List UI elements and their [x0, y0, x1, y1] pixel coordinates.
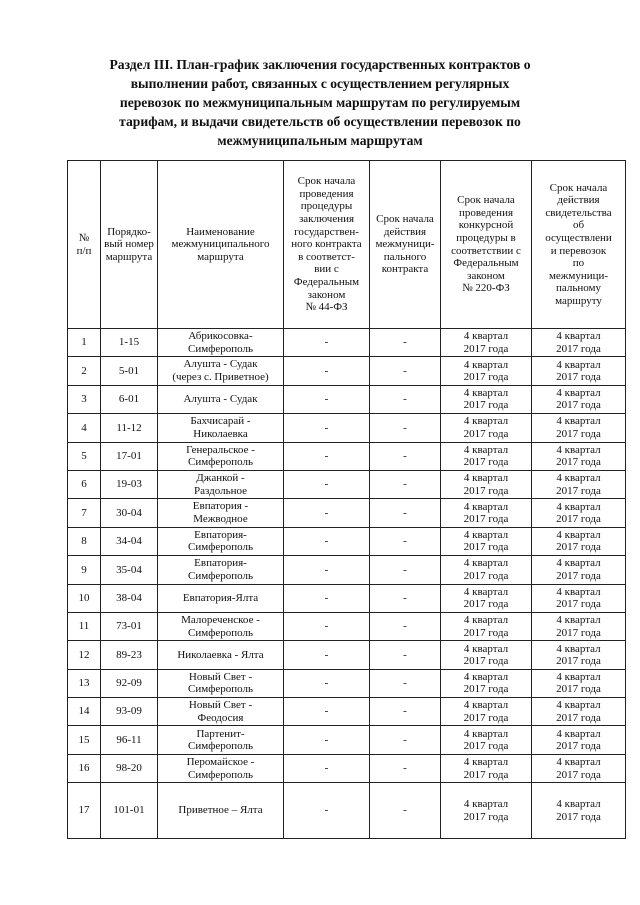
tender-220fz-start-cell: [441, 584, 532, 612]
certificate-start-cell: [532, 669, 626, 697]
contract-start-cell: -: [370, 527, 441, 555]
contract-44fz-start-cell: -: [284, 329, 370, 357]
route-code-cell: 98-20: [101, 754, 158, 782]
certificate-start-cell: [532, 527, 626, 555]
row-number-cell: 3: [68, 385, 101, 413]
tender-220fz-start-cell-line: 4 квартал: [463, 415, 509, 428]
route-name-cell-line: Евпатория-: [194, 557, 247, 570]
table-row: [68, 385, 626, 413]
route-name-cell-line: Джанкой -: [196, 472, 245, 485]
tender-220fz-start-cell: [441, 754, 532, 782]
certificate-start-cell-line: 4 квартал: [556, 585, 601, 598]
certificate-start-cell-line: 2017 года: [556, 541, 601, 554]
header-line: Срок начала: [376, 213, 434, 226]
document-title: [70, 55, 570, 150]
tender-220fz-start-cell-line: 2017 года: [463, 626, 509, 639]
header-line: межмуниципального: [171, 238, 270, 251]
route-name-cell-line: Партенит-: [196, 727, 245, 740]
contract-44fz-start-cell: -: [284, 584, 370, 612]
route-name-cell-line: Симферополь: [188, 683, 253, 696]
route-name-cell: [158, 726, 284, 754]
table-row: [68, 783, 626, 839]
route-name-cell-line: Приветное – Ялта: [178, 804, 263, 817]
tender-220fz-start-cell-line: 2017 года: [463, 569, 509, 582]
certificate-start-cell: [532, 612, 626, 640]
certificate-start-cell-line: 4 квартал: [556, 756, 601, 769]
header-line: об: [572, 219, 585, 232]
contract-start-cell: -: [370, 556, 441, 584]
header-line: в соответст-: [298, 250, 355, 263]
tender-220fz-start-cell-line: 4 квартал: [463, 756, 509, 769]
certificate-start-cell: [532, 329, 626, 357]
row-number-cell: 17: [68, 783, 101, 839]
table-row: [68, 556, 626, 584]
contract-start-cell: -: [370, 414, 441, 442]
contract-44fz-start-cell: -: [284, 385, 370, 413]
certificate-start-cell-line: 2017 года: [556, 513, 601, 526]
tender-220fz-start-cell-line: 4 квартал: [463, 699, 509, 712]
certificate-start-cell-line: 2017 года: [556, 654, 601, 667]
route-code-cell: 11-12: [101, 414, 158, 442]
title-line: перевозок по межмуниципальным маршрутам по регулируемым: [119, 95, 521, 110]
row-number-cell: 15: [68, 726, 101, 754]
certificate-start-cell-line: 2017 года: [556, 427, 601, 440]
certificate-start-cell-line: 2017 года: [556, 569, 601, 582]
table-row: [68, 698, 626, 726]
table-header-row: [68, 161, 626, 329]
route-name-cell-line: Алушта - Судак: [183, 393, 258, 406]
certificate-start-cell-line: 4 квартал: [556, 798, 601, 811]
contract-44fz-start-cell: -: [284, 414, 370, 442]
header-line: Федеральным: [293, 275, 360, 288]
header-line: Порядко-: [107, 225, 151, 238]
table-row: [68, 641, 626, 669]
contract-44fz-start-cell: -: [284, 783, 370, 839]
header-line: вый номер: [104, 238, 154, 251]
contract-start-cell: -: [370, 584, 441, 612]
row-number-cell: 5: [68, 442, 101, 470]
col-route-code-header: [101, 161, 158, 329]
route-name-cell-line: Малореченское -: [181, 614, 260, 626]
header-line: Федеральным: [453, 257, 519, 270]
route-name-cell-line: Симферополь: [188, 456, 253, 469]
route-name-cell-line: Симферополь: [188, 342, 253, 355]
route-name-cell-line: Симферополь: [188, 626, 253, 639]
route-name-cell: [158, 754, 284, 782]
title-line: Раздел III. План-график заключения государственных контрактов о: [109, 57, 531, 72]
contract-44fz-start-cell: -: [284, 556, 370, 584]
route-name-cell-line: (через с. Приветное): [172, 371, 269, 384]
table-body: [68, 329, 626, 839]
contract-44fz-start-cell: -: [284, 754, 370, 782]
table-row: [68, 754, 626, 782]
tender-220fz-start-cell-line: 2017 года: [463, 513, 509, 526]
certificate-start-cell-line: 4 квартал: [556, 415, 601, 428]
route-name-cell: [158, 584, 284, 612]
certificate-start-cell: [532, 556, 626, 584]
tender-220fz-start-cell-line: 2017 года: [463, 654, 509, 667]
table-row: [68, 442, 626, 470]
tender-220fz-start-cell-line: 4 квартал: [463, 670, 509, 683]
certificate-start-cell-line: 4 квартал: [556, 358, 601, 371]
route-code-cell: 30-04: [101, 499, 158, 527]
col-number-header: [68, 161, 101, 329]
tender-220fz-start-cell-line: 2017 года: [463, 810, 509, 823]
tender-220fz-start-cell-line: 4 квартал: [463, 443, 509, 456]
route-name-cell: [158, 470, 284, 498]
tender-220fz-start-cell-line: 4 квартал: [463, 557, 509, 570]
row-number-cell: 9: [68, 556, 101, 584]
header-line: № 220-ФЗ: [462, 282, 510, 295]
table-row: [68, 357, 626, 385]
contract-start-cell: -: [370, 641, 441, 669]
tender-220fz-start-cell-line: 2017 года: [463, 768, 509, 781]
tender-220fz-start-cell: [441, 527, 532, 555]
certificate-start-cell: [532, 584, 626, 612]
route-name-cell-line: Генеральское -: [186, 443, 255, 456]
certificate-start-cell: [532, 499, 626, 527]
certificate-start-cell-line: 2017 года: [556, 598, 601, 611]
header-line: №: [78, 231, 90, 244]
header-line: межмуници-: [548, 269, 609, 282]
route-name-cell-line: Евпатория -: [192, 500, 249, 513]
certificate-start-cell-line: 2017 года: [556, 683, 601, 696]
route-name-cell: [158, 612, 284, 640]
tender-220fz-start-cell: [441, 698, 532, 726]
tender-220fz-start-cell: [441, 669, 532, 697]
certificate-start-cell-line: 2017 года: [556, 740, 601, 753]
header-line: межмуници-: [375, 238, 435, 251]
row-number-cell: 6: [68, 470, 101, 498]
contract-start-cell: -: [370, 357, 441, 385]
header-line: действия: [557, 194, 600, 207]
contract-44fz-start-cell: -: [284, 357, 370, 385]
route-name-cell-line: Симферополь: [188, 740, 253, 753]
contract-44fz-start-cell: -: [284, 499, 370, 527]
tender-220fz-start-cell: [441, 556, 532, 584]
title-line: выполнении работ, связанных с осуществлением регулярных: [130, 76, 510, 91]
contract-start-cell: -: [370, 385, 441, 413]
title-line: тарифам, и выдачи свидетельств об осуществлении перевозок по: [119, 114, 521, 129]
tender-220fz-start-cell-line: 4 квартал: [463, 472, 509, 485]
row-number-cell: 10: [68, 584, 101, 612]
tender-220fz-start-cell-line: 2017 года: [463, 740, 509, 753]
header-line: пального: [383, 250, 427, 263]
route-name-cell-line: Симферополь: [188, 569, 253, 582]
route-code-cell: 6-01: [101, 385, 158, 413]
tender-220fz-start-cell-line: 4 квартал: [463, 529, 509, 542]
certificate-start-cell: [532, 414, 626, 442]
certificate-start-cell: [532, 641, 626, 669]
certificate-start-cell-line: 4 квартал: [556, 387, 601, 400]
route-name-cell: [158, 669, 284, 697]
tender-220fz-start-cell-line: 4 квартал: [463, 585, 509, 598]
route-name-cell-line: Евпатория-Ялта: [182, 591, 259, 604]
route-code-cell: 89-23: [101, 641, 158, 669]
header-line: Срок начала: [457, 194, 515, 207]
contract-start-cell: -: [370, 783, 441, 839]
route-code-cell: 19-03: [101, 470, 158, 498]
contract-44fz-start-cell: -: [284, 470, 370, 498]
header-line: Срок начала: [297, 175, 356, 188]
route-code-cell: 34-04: [101, 527, 158, 555]
table-row: [68, 527, 626, 555]
route-name-cell-line: Евпатория-: [194, 528, 247, 541]
tender-220fz-start-cell: [441, 641, 532, 669]
route-name-cell: [158, 414, 284, 442]
certificate-start-cell-line: 2017 года: [556, 399, 601, 412]
contract-start-cell: -: [370, 669, 441, 697]
table-row: [68, 329, 626, 357]
route-code-cell: 96-11: [101, 726, 158, 754]
tender-220fz-start-cell-line: 2017 года: [463, 598, 509, 611]
row-number-cell: 8: [68, 527, 101, 555]
header-line: проведения: [458, 206, 514, 219]
header-line: ного контракта: [291, 238, 362, 251]
header-line: законом: [307, 288, 346, 301]
header-line: процедуры в: [456, 231, 516, 244]
contract-44fz-start-cell: -: [284, 612, 370, 640]
route-name-cell-line: Симферополь: [188, 541, 253, 554]
header-line: процедуры: [300, 200, 353, 213]
route-name-cell-line: Абрикосовка-: [188, 330, 253, 343]
header-line: Наименование: [186, 225, 255, 238]
route-code-cell: 5-01: [101, 357, 158, 385]
tender-220fz-start-cell-line: 4 квартал: [463, 330, 509, 343]
header-line: Срок начала: [549, 181, 608, 194]
route-name-cell: [158, 527, 284, 555]
col-44fz-header: [284, 161, 370, 329]
route-code-cell: 73-01: [101, 612, 158, 640]
route-name-cell-line: Новый Свет -: [188, 699, 253, 712]
tender-220fz-start-cell: [441, 385, 532, 413]
header-line: конкурсной: [458, 219, 514, 232]
contract-start-cell: -: [370, 754, 441, 782]
contract-44fz-start-cell: -: [284, 527, 370, 555]
tender-220fz-start-cell-line: 2017 года: [463, 427, 509, 440]
route-name-cell: [158, 641, 284, 669]
header-line: проведения: [299, 187, 354, 200]
tender-220fz-start-cell: [441, 726, 532, 754]
tender-220fz-start-cell: [441, 357, 532, 385]
contract-44fz-start-cell: -: [284, 442, 370, 470]
col-certificate-header: [532, 161, 626, 329]
table-row: [68, 470, 626, 498]
contract-start-cell: -: [370, 698, 441, 726]
certificate-start-cell: [532, 442, 626, 470]
route-name-cell: [158, 357, 284, 385]
route-name-cell-line: Алушта - Судак: [183, 358, 258, 371]
header-line: п/п: [76, 244, 92, 257]
route-name-cell-line: Феодосия: [197, 711, 244, 724]
certificate-start-cell-line: 4 квартал: [556, 443, 601, 456]
table-row: [68, 612, 626, 640]
tender-220fz-start-cell-line: 4 квартал: [463, 614, 509, 627]
route-name-cell: [158, 385, 284, 413]
header-line: осуществлени: [545, 231, 612, 244]
title-line: межмуниципальным маршрутам: [217, 133, 423, 148]
table-row: [68, 669, 626, 697]
tender-220fz-start-cell: [441, 783, 532, 839]
tender-220fz-start-cell-line: 4 квартал: [463, 500, 509, 513]
tender-220fz-start-cell-line: 2017 года: [463, 711, 509, 724]
certificate-start-cell-line: 4 квартал: [556, 727, 601, 740]
route-name-cell-line: Николаевка - Ялта: [177, 648, 264, 661]
header-line: контракта: [381, 263, 429, 276]
route-schedule-table: [67, 160, 626, 839]
header-line: законом: [467, 269, 505, 282]
contract-44fz-start-cell: -: [284, 669, 370, 697]
tender-220fz-start-cell-line: 4 квартал: [463, 358, 509, 371]
route-name-cell-line: Бахчисарай -: [190, 415, 251, 428]
tender-220fz-start-cell: [441, 442, 532, 470]
certificate-start-cell: [532, 726, 626, 754]
table-row: [68, 499, 626, 527]
contract-start-cell: -: [370, 329, 441, 357]
certificate-start-cell-line: 2017 года: [556, 711, 601, 724]
tender-220fz-start-cell: [441, 499, 532, 527]
tender-220fz-start-cell-line: 4 квартал: [463, 798, 509, 811]
row-number-cell: 2: [68, 357, 101, 385]
certificate-start-cell-line: 2017 года: [556, 484, 601, 497]
certificate-start-cell-line: 2017 года: [556, 768, 601, 781]
header-line: № 44-ФЗ: [305, 301, 348, 314]
certificate-start-cell-line: 4 квартал: [556, 500, 601, 513]
contract-start-cell: -: [370, 470, 441, 498]
col-220fz-header: [441, 161, 532, 329]
header-line: вии с: [314, 263, 339, 276]
route-name-cell-line: Николаевка: [193, 427, 248, 440]
table-row: [68, 726, 626, 754]
tender-220fz-start-cell-line: 2017 года: [463, 342, 509, 355]
tender-220fz-start-cell: [441, 612, 532, 640]
col-route-name-header: [158, 161, 284, 329]
tender-220fz-start-cell-line: 2017 года: [463, 683, 509, 696]
certificate-start-cell-line: 4 квартал: [556, 557, 601, 570]
route-name-cell: [158, 556, 284, 584]
certificate-start-cell-line: 2017 года: [556, 626, 601, 639]
route-name-cell: [158, 329, 284, 357]
header-line: свидетельства: [545, 206, 612, 219]
route-name-cell: [158, 783, 284, 839]
certificate-start-cell-line: 4 квартал: [556, 670, 601, 683]
row-number-cell: 11: [68, 612, 101, 640]
col-contract-header: [370, 161, 441, 329]
tender-220fz-start-cell: [441, 329, 532, 357]
route-code-cell: 92-09: [101, 669, 158, 697]
certificate-start-cell: [532, 385, 626, 413]
certificate-start-cell-line: 4 квартал: [556, 472, 601, 485]
tender-220fz-start-cell-line: 2017 года: [463, 541, 509, 554]
contract-44fz-start-cell: -: [284, 641, 370, 669]
row-number-cell: 7: [68, 499, 101, 527]
header-line: соответствии с: [451, 244, 521, 257]
tender-220fz-start-cell-line: 2017 года: [463, 484, 509, 497]
certificate-start-cell-line: 4 квартал: [556, 699, 601, 712]
certificate-start-cell-line: 4 квартал: [556, 642, 601, 655]
row-number-cell: 12: [68, 641, 101, 669]
table-row: [68, 584, 626, 612]
certificate-start-cell-line: 2017 года: [556, 810, 601, 823]
route-code-cell: 101-01: [101, 783, 158, 839]
header-line: действия: [383, 225, 427, 238]
route-name-cell: [158, 698, 284, 726]
tender-220fz-start-cell-line: 2017 года: [463, 399, 509, 412]
route-code-cell: 35-04: [101, 556, 158, 584]
route-name-cell: [158, 442, 284, 470]
certificate-start-cell: [532, 783, 626, 839]
table-row: [68, 414, 626, 442]
header-line: маршрута: [197, 250, 244, 263]
certificate-start-cell-line: 4 квартал: [556, 330, 601, 343]
contract-start-cell: -: [370, 612, 441, 640]
route-code-cell: 1-15: [101, 329, 158, 357]
certificate-start-cell: [532, 754, 626, 782]
contract-44fz-start-cell: -: [284, 698, 370, 726]
certificate-start-cell: [532, 357, 626, 385]
header-line: маршруту: [555, 294, 602, 307]
header-line: государствен-: [294, 225, 359, 238]
header-line: по: [572, 257, 585, 270]
contract-start-cell: -: [370, 499, 441, 527]
route-name-cell-line: Межводное: [193, 513, 248, 526]
route-name-cell-line: Симферополь: [188, 768, 253, 781]
tender-220fz-start-cell-line: 4 квартал: [463, 642, 509, 655]
row-number-cell: 1: [68, 329, 101, 357]
certificate-start-cell-line: 2017 года: [556, 456, 601, 469]
certificate-start-cell-line: 4 квартал: [556, 529, 601, 542]
contract-start-cell: -: [370, 442, 441, 470]
route-name-cell-line: Новый Свет -: [188, 670, 253, 683]
tender-220fz-start-cell: [441, 470, 532, 498]
row-number-cell: 13: [68, 669, 101, 697]
certificate-start-cell: [532, 698, 626, 726]
tender-220fz-start-cell-line: 2017 года: [463, 371, 509, 384]
header-line: пальному: [555, 282, 601, 295]
header-line: маршрута: [105, 250, 153, 263]
header-line: заключения: [298, 213, 355, 226]
contract-44fz-start-cell: -: [284, 726, 370, 754]
tender-220fz-start-cell-line: 4 квартал: [463, 727, 509, 740]
row-number-cell: 14: [68, 698, 101, 726]
certificate-start-cell: [532, 470, 626, 498]
certificate-start-cell-line: 2017 года: [556, 371, 601, 384]
row-number-cell: 16: [68, 754, 101, 782]
tender-220fz-start-cell: [441, 414, 532, 442]
route-name-cell-line: Раздольное: [193, 484, 247, 497]
route-code-cell: 17-01: [101, 442, 158, 470]
certificate-start-cell-line: 4 квартал: [556, 614, 601, 627]
row-number-cell: 4: [68, 414, 101, 442]
route-name-cell: [158, 499, 284, 527]
route-code-cell: 93-09: [101, 698, 158, 726]
certificate-start-cell-line: 2017 года: [556, 342, 601, 355]
route-code-cell: 38-04: [101, 584, 158, 612]
route-name-cell-line: Перомайское -: [186, 755, 255, 768]
header-line: и перевозок: [550, 244, 607, 257]
tender-220fz-start-cell-line: 2017 года: [463, 456, 509, 469]
tender-220fz-start-cell-line: 4 квартал: [463, 387, 509, 400]
contract-start-cell: -: [370, 726, 441, 754]
